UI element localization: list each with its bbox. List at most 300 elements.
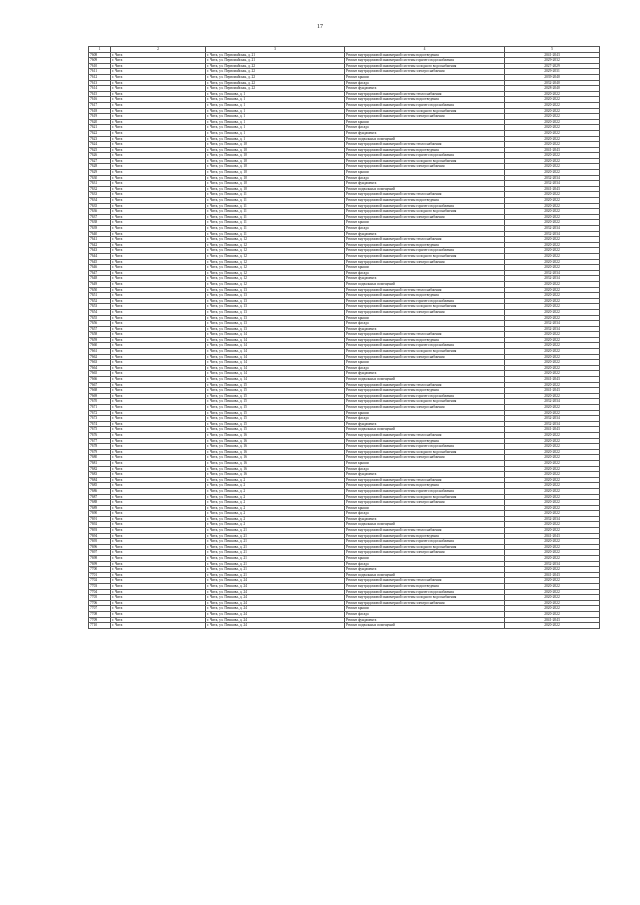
- municipality-cell: г. Чита: [111, 365, 206, 371]
- municipality-cell: г. Чита: [111, 466, 206, 472]
- municipality-cell: г. Чита: [111, 561, 206, 567]
- row-number-cell: 7682: [89, 466, 111, 472]
- municipality-cell: г. Чита: [111, 516, 206, 522]
- row-number-cell: 7672: [89, 410, 111, 416]
- row-number-cell: 7701: [89, 572, 111, 578]
- work-type-cell: Ремонт внутридомовой инженерной системы электроснабжения: [345, 550, 505, 556]
- work-type-cell: Ремонт фундамента: [345, 130, 505, 136]
- period-cell: 2020-2022: [505, 164, 600, 170]
- period-cell: 2029-2031: [505, 69, 600, 75]
- municipality-cell: г. Чита: [111, 511, 206, 517]
- address-cell: г. Чита, ул. Пешкова, д. 12: [206, 248, 345, 254]
- address-cell: г. Чита, ул. Пешкова, д. 2: [206, 522, 345, 528]
- row-number-cell: 7708: [89, 611, 111, 617]
- address-cell: г. Чита, ул. Пешкова, д. 10: [206, 181, 345, 187]
- row-number-cell: 7657: [89, 326, 111, 332]
- municipality-cell: г. Чита: [111, 488, 206, 494]
- address-cell: г. Чита, ул. Пешкова, д. 13: [206, 293, 345, 299]
- work-type-cell: Ремонт внутридомовой инженерной системы горячего водоснабжения: [345, 393, 505, 399]
- address-cell: г. Чита, ул. Пешкова, д. 15: [206, 388, 345, 394]
- work-type-cell: Ремонт крыши: [345, 119, 505, 125]
- municipality-cell: г. Чита: [111, 209, 206, 215]
- municipality-cell: г. Чита: [111, 63, 206, 69]
- municipality-cell: г. Чита: [111, 623, 206, 629]
- municipality-cell: г. Чита: [111, 265, 206, 271]
- work-type-cell: Ремонт внутридомовой инженерной системы холодного водоснабжения: [345, 494, 505, 500]
- period-cell: 2020-2022: [505, 153, 600, 159]
- address-cell: г. Чита, ул. Пешкова, д. 16: [206, 432, 345, 438]
- work-type-cell: Ремонт подвальных помещений: [345, 377, 505, 383]
- work-type-cell: Ремонт внутридомовой инженерной системы горячего водоснабжения: [345, 589, 505, 595]
- work-type-cell: Ремонт фундамента: [345, 181, 505, 187]
- work-type-cell: Ремонт внутридомовой инженерной системы горячего водоснабжения: [345, 58, 505, 64]
- municipality-cell: г. Чита: [111, 114, 206, 120]
- work-type-cell: Ремонт внутридомовой инженерной системы холодного водоснабжения: [345, 253, 505, 259]
- row-number-cell: 7622: [89, 130, 111, 136]
- row-number-cell: 7616: [89, 97, 111, 103]
- work-type-cell: Ремонт внутридомовой инженерной системы водоотведения: [345, 533, 505, 539]
- work-type-cell: Ремонт внутридомовой инженерной системы горячего водоснабжения: [345, 488, 505, 494]
- municipality-cell: г. Чита: [111, 550, 206, 556]
- municipality-cell: г. Чита: [111, 259, 206, 265]
- municipality-cell: г. Чита: [111, 321, 206, 327]
- address-cell: г. Чита, ул. Пешкова, д. 11: [206, 220, 345, 226]
- work-type-cell: Ремонт крыши: [345, 220, 505, 226]
- municipality-cell: г. Чита: [111, 119, 206, 125]
- period-cell: 2020-2022: [505, 209, 600, 215]
- period-cell: 2041-2043: [505, 427, 600, 433]
- work-type-cell: Ремонт крыши: [345, 505, 505, 511]
- municipality-cell: г. Чита: [111, 399, 206, 405]
- period-cell: 2020-2022: [505, 600, 600, 606]
- work-type-cell: Ремонт внутридомовой инженерной системы горячего водоснабжения: [345, 444, 505, 450]
- address-cell: г. Чита, ул. Пешкова, д. 21: [206, 533, 345, 539]
- municipality-cell: г. Чита: [111, 388, 206, 394]
- row-number-cell: 7671: [89, 405, 111, 411]
- address-cell: г. Чита, ул. Пешкова, д. 13: [206, 287, 345, 293]
- address-cell: г. Чита, ул. Пешкова, д. 24: [206, 611, 345, 617]
- municipality-cell: г. Чита: [111, 52, 206, 58]
- work-type-cell: Ремонт фасада: [345, 226, 505, 232]
- address-cell: г. Чита, ул. Пешкова, д. 14: [206, 365, 345, 371]
- row-number-cell: 7631: [89, 181, 111, 187]
- row-number-cell: 7647: [89, 270, 111, 276]
- address-cell: г. Чита, ул. Пешкова, д. 21: [206, 572, 345, 578]
- work-type-cell: Ремонт внутридомовой инженерной системы электроснабжения: [345, 214, 505, 220]
- work-type-cell: Ремонт фасада: [345, 80, 505, 86]
- period-cell: 2041-2043: [505, 186, 600, 192]
- work-type-cell: Ремонт внутридомовой инженерной системы водоотведения: [345, 337, 505, 343]
- work-type-cell: Ремонт внутридомовой инженерной системы водоотведения: [345, 52, 505, 58]
- address-cell: г. Чита, ул. Пешкова, д. 21: [206, 528, 345, 534]
- municipality-cell: г. Чита: [111, 556, 206, 562]
- period-cell: 2020-2022: [505, 455, 600, 461]
- address-cell: г. Чита, ул. Пешкова, д. 24: [206, 595, 345, 601]
- address-cell: г. Чита, ул. Пешкова, д. 14: [206, 337, 345, 343]
- row-number-cell: 7707: [89, 606, 111, 612]
- row-number-cell: 7651: [89, 293, 111, 299]
- municipality-cell: г. Чита: [111, 539, 206, 545]
- address-cell: г. Чита, ул. Первомайская, д. 21: [206, 52, 345, 58]
- work-type-cell: Ремонт внутридомовой инженерной системы водоотведения: [345, 242, 505, 248]
- period-cell: 2020-2022: [505, 365, 600, 371]
- period-cell: 2020-2022: [505, 472, 600, 478]
- work-type-cell: Ремонт фундамента: [345, 516, 505, 522]
- municipality-cell: г. Чита: [111, 226, 206, 232]
- work-type-cell: Ремонт подвальных помещений: [345, 136, 505, 142]
- municipality-cell: г. Чита: [111, 326, 206, 332]
- work-type-cell: Ремонт фасада: [345, 416, 505, 422]
- row-number-cell: 7615: [89, 91, 111, 97]
- municipality-cell: г. Чита: [111, 494, 206, 500]
- row-number-cell: 7644: [89, 253, 111, 259]
- address-cell: г. Чита, ул. Пешкова, д. 11: [206, 203, 345, 209]
- row-number-cell: 7627: [89, 158, 111, 164]
- row-number-cell: 7630: [89, 175, 111, 181]
- period-cell: 2020-2022: [505, 539, 600, 545]
- row-number-cell: 7642: [89, 242, 111, 248]
- period-cell: 2020-2022: [505, 125, 600, 131]
- municipality-cell: г. Чита: [111, 74, 206, 80]
- period-cell: 2020-2022: [505, 309, 600, 315]
- work-type-cell: Ремонт внутридомовой инженерной системы водоотведения: [345, 438, 505, 444]
- address-cell: г. Чита, ул. Пешкова, д. 11: [206, 231, 345, 237]
- address-cell: г. Чита, ул. Пешкова, д. 16: [206, 438, 345, 444]
- period-cell: 2032-2034: [505, 326, 600, 332]
- address-cell: г. Чита, ул. Пешкова, д. 10: [206, 158, 345, 164]
- row-number-cell: 7697: [89, 550, 111, 556]
- municipality-cell: г. Чита: [111, 500, 206, 506]
- row-number-cell: 7636: [89, 209, 111, 215]
- row-number-cell: 7694: [89, 533, 111, 539]
- row-number-cell: 7674: [89, 421, 111, 427]
- work-type-cell: Ремонт внутридомовой инженерной системы теплоснабжения: [345, 142, 505, 148]
- period-cell: 2020-2022: [505, 578, 600, 584]
- work-type-cell: Ремонт внутридомовой инженерной системы горячего водоснабжения: [345, 153, 505, 159]
- work-type-cell: Ремонт внутридомовой инженерной системы электроснабжения: [345, 259, 505, 265]
- work-type-cell: Ремонт внутридомовой инженерной системы электроснабжения: [345, 309, 505, 315]
- period-cell: 2020-2022: [505, 136, 600, 142]
- work-type-cell: Ремонт крыши: [345, 265, 505, 271]
- municipality-cell: г. Чита: [111, 276, 206, 282]
- row-number-cell: 7654: [89, 309, 111, 315]
- work-type-cell: Ремонт подвальных помещений: [345, 427, 505, 433]
- row-number-cell: 7687: [89, 494, 111, 500]
- work-type-cell: Ремонт внутридомовой инженерной системы холодного водоснабжения: [345, 63, 505, 69]
- address-cell: г. Чита, ул. Пешкова, д. 14: [206, 343, 345, 349]
- period-cell: 2020-2022: [505, 432, 600, 438]
- municipality-cell: г. Чита: [111, 377, 206, 383]
- work-type-cell: Ремонт внутридомовой инженерной системы электроснабжения: [345, 164, 505, 170]
- municipality-cell: г. Чита: [111, 287, 206, 293]
- work-type-cell: Ремонт внутридомовой инженерной системы холодного водоснабжения: [345, 304, 505, 310]
- address-cell: г. Чита, ул. Пешкова, д. 13: [206, 315, 345, 321]
- column-header: 5: [505, 47, 600, 53]
- row-number-cell: 7613: [89, 80, 111, 86]
- municipality-cell: г. Чита: [111, 572, 206, 578]
- municipality-cell: г. Чита: [111, 153, 206, 159]
- row-number-cell: 7679: [89, 449, 111, 455]
- period-cell: 2020-2022: [505, 198, 600, 204]
- row-number-cell: 7688: [89, 500, 111, 506]
- address-cell: г. Чита, ул. Пешкова, д. 16: [206, 444, 345, 450]
- address-cell: г. Чита, ул. Пешкова, д. 13: [206, 304, 345, 310]
- period-cell: 2020-2022: [505, 382, 600, 388]
- municipality-cell: г. Чита: [111, 617, 206, 623]
- period-cell: 2041-2043: [505, 52, 600, 58]
- municipality-cell: г. Чита: [111, 192, 206, 198]
- work-type-cell: Ремонт подвальных помещений: [345, 522, 505, 528]
- work-type-cell: Ремонт крыши: [345, 315, 505, 321]
- row-number-cell: 7623: [89, 136, 111, 142]
- work-type-cell: Ремонт внутридомовой инженерной системы горячего водоснабжения: [345, 343, 505, 349]
- period-cell: 2020-2022: [505, 556, 600, 562]
- municipality-cell: г. Чита: [111, 175, 206, 181]
- work-type-cell: Ремонт внутридомовой инженерной системы холодного водоснабжения: [345, 349, 505, 355]
- row-number-cell: 7675: [89, 427, 111, 433]
- row-number-cell: 7677: [89, 438, 111, 444]
- period-cell: 2020-2022: [505, 304, 600, 310]
- address-cell: г. Чита, ул. Пешкова, д. 1: [206, 108, 345, 114]
- period-cell: 2039-2040: [505, 74, 600, 80]
- column-header: 1: [89, 47, 111, 53]
- row-number-cell: 7665: [89, 371, 111, 377]
- address-cell: г. Чита, ул. Пешкова, д. 10: [206, 186, 345, 192]
- address-cell: г. Чита, ул. Пешкова, д. 21: [206, 556, 345, 562]
- address-cell: г. Чита, ул. Пешкова, д. 14: [206, 332, 345, 338]
- municipality-cell: г. Чита: [111, 293, 206, 299]
- period-cell: 2020-2022: [505, 606, 600, 612]
- work-type-cell: Ремонт фундамента: [345, 231, 505, 237]
- address-cell: г. Чита, ул. Пешкова, д. 15: [206, 427, 345, 433]
- period-cell: 2020-2022: [505, 505, 600, 511]
- municipality-cell: г. Чита: [111, 354, 206, 360]
- row-number-cell: 7670: [89, 399, 111, 405]
- address-cell: г. Чита, ул. Пешкова, д. 13: [206, 321, 345, 327]
- address-cell: г. Чита, ул. Пешкова, д. 12: [206, 237, 345, 243]
- work-type-cell: Ремонт фундамента: [345, 421, 505, 427]
- municipality-cell: г. Чита: [111, 304, 206, 310]
- address-cell: г. Чита, ул. Пешкова, д. 1: [206, 91, 345, 97]
- work-type-cell: Ремонт фундамента: [345, 326, 505, 332]
- address-cell: г. Чита, ул. Пешкова, д. 2: [206, 494, 345, 500]
- address-cell: г. Чита, ул. Пешкова, д. 15: [206, 421, 345, 427]
- address-cell: г. Чита, ул. Пешкова, д. 1: [206, 97, 345, 103]
- address-cell: г. Чита, ул. Пешкова, д. 2: [206, 511, 345, 517]
- work-type-cell: Ремонт внутридомовой инженерной системы горячего водоснабжения: [345, 248, 505, 254]
- municipality-cell: г. Чита: [111, 214, 206, 220]
- period-cell: 2032-2034: [505, 561, 600, 567]
- address-cell: г. Чита, ул. Пешкова, д. 13: [206, 298, 345, 304]
- address-cell: г. Чита, ул. Пешкова, д. 24: [206, 600, 345, 606]
- work-type-cell: Ремонт фасада: [345, 365, 505, 371]
- municipality-cell: г. Чита: [111, 410, 206, 416]
- municipality-cell: г. Чита: [111, 281, 206, 287]
- period-cell: 2020-2022: [505, 91, 600, 97]
- period-cell: 2020-2022: [505, 584, 600, 590]
- row-number-cell: 7650: [89, 287, 111, 293]
- municipality-cell: г. Чита: [111, 567, 206, 573]
- work-type-cell: Ремонт фундамента: [345, 617, 505, 623]
- municipality-cell: г. Чита: [111, 164, 206, 170]
- row-number-cell: 7619: [89, 114, 111, 120]
- address-cell: г. Чита, ул. Пешкова, д. 24: [206, 617, 345, 623]
- municipality-cell: г. Чита: [111, 449, 206, 455]
- row-number-cell: 7618: [89, 108, 111, 114]
- municipality-cell: г. Чита: [111, 102, 206, 108]
- row-number-cell: 7628: [89, 164, 111, 170]
- work-type-cell: Ремонт внутридомовой инженерной системы горячего водоснабжения: [345, 539, 505, 545]
- work-type-cell: Ремонт фасада: [345, 270, 505, 276]
- period-cell: 2020-2022: [505, 522, 600, 528]
- period-cell: 2020-2022: [505, 293, 600, 299]
- municipality-cell: г. Чита: [111, 600, 206, 606]
- row-number-cell: 7663: [89, 360, 111, 366]
- work-type-cell: Ремонт крыши: [345, 556, 505, 562]
- work-type-cell: Ремонт крыши: [345, 460, 505, 466]
- page-number: 17: [317, 24, 323, 30]
- work-type-cell: Ремонт внутридомовой инженерной системы водоотведения: [345, 198, 505, 204]
- municipality-cell: г. Чита: [111, 158, 206, 164]
- address-cell: г. Чита, ул. Пешкова, д. 16: [206, 455, 345, 461]
- address-cell: г. Чита, ул. Пешкова, д. 11: [206, 214, 345, 220]
- row-number-cell: 7691: [89, 516, 111, 522]
- work-type-cell: Ремонт внутридомовой инженерной системы теплоснабжения: [345, 91, 505, 97]
- period-cell: 2032-2034: [505, 516, 600, 522]
- work-type-cell: Ремонт внутридомовой инженерной системы холодного водоснабжения: [345, 544, 505, 550]
- period-cell: 2020-2022: [505, 488, 600, 494]
- municipality-cell: г. Чита: [111, 242, 206, 248]
- row-number-cell: 7659: [89, 337, 111, 343]
- municipality-cell: г. Чита: [111, 315, 206, 321]
- address-cell: г. Чита, ул. Пешкова, д. 15: [206, 405, 345, 411]
- work-type-cell: Ремонт внутридомовой инженерной системы теплоснабжения: [345, 332, 505, 338]
- address-cell: г. Чита, ул. Пешкова, д. 10: [206, 175, 345, 181]
- period-cell: 2020-2022: [505, 265, 600, 271]
- row-number-cell: 7696: [89, 544, 111, 550]
- row-number-cell: 7673: [89, 416, 111, 422]
- work-type-cell: Ремонт подвальных помещений: [345, 623, 505, 629]
- period-cell: 2020-2022: [505, 97, 600, 103]
- work-type-cell: Ремонт внутридомовой инженерной системы водоотведения: [345, 147, 505, 153]
- municipality-cell: г. Чита: [111, 343, 206, 349]
- address-cell: г. Чита, ул. Пешкова, д. 10: [206, 142, 345, 148]
- municipality-cell: г. Чита: [111, 349, 206, 355]
- row-number-cell: 7669: [89, 393, 111, 399]
- municipality-cell: г. Чита: [111, 522, 206, 528]
- period-cell: 2020-2022: [505, 438, 600, 444]
- row-number-cell: 7626: [89, 153, 111, 159]
- work-type-cell: Ремонт внутридомовой инженерной системы холодного водоснабжения: [345, 209, 505, 215]
- address-cell: г. Чита, ул. Пешкова, д. 16: [206, 449, 345, 455]
- address-cell: г. Чита, ул. Пешкова, д. 1: [206, 102, 345, 108]
- row-number-cell: 7660: [89, 343, 111, 349]
- address-cell: г. Чита, ул. Пешкова, д. 11: [206, 192, 345, 198]
- period-cell: 2041-2043: [505, 533, 600, 539]
- period-cell: 2029-2032: [505, 58, 600, 64]
- work-type-cell: Ремонт фундамента: [345, 276, 505, 282]
- work-type-cell: Ремонт внутридомовой инженерной системы холодного водоснабжения: [345, 158, 505, 164]
- municipality-cell: г. Чита: [111, 455, 206, 461]
- row-number-cell: 7668: [89, 388, 111, 394]
- work-type-cell: Ремонт внутридомовой инженерной системы электроснабжения: [345, 500, 505, 506]
- address-cell: г. Чита, ул. Пешкова, д. 10: [206, 153, 345, 159]
- period-cell: 2020-2022: [505, 595, 600, 601]
- row-number-cell: 7609: [89, 58, 111, 64]
- period-cell: 2020-2022: [505, 343, 600, 349]
- period-cell: 2020-2022: [505, 405, 600, 411]
- address-cell: г. Чита, ул. Пешкова, д. 2: [206, 500, 345, 506]
- row-number-cell: 7634: [89, 198, 111, 204]
- address-cell: г. Чита, ул. Пешкова, д. 24: [206, 578, 345, 584]
- work-type-cell: Ремонт внутридомовой инженерной системы электроснабжения: [345, 600, 505, 606]
- period-cell: 2032-2034: [505, 226, 600, 232]
- row-number-cell: 7693: [89, 528, 111, 534]
- row-number-cell: 7705: [89, 595, 111, 601]
- address-cell: г. Чита, ул. Пешкова, д. 21: [206, 550, 345, 556]
- period-cell: 2020-2022: [505, 354, 600, 360]
- work-type-cell: Ремонт внутридомовой инженерной системы теплоснабжения: [345, 477, 505, 483]
- period-cell: 2041-2043: [505, 147, 600, 153]
- row-number-cell: 7621: [89, 125, 111, 131]
- period-cell: 2027-2029: [505, 63, 600, 69]
- address-cell: г. Чита, ул. Первомайская, д. 22: [206, 80, 345, 86]
- address-cell: г. Чита, ул. Пешкова, д. 14: [206, 354, 345, 360]
- row-number-cell: 7639: [89, 226, 111, 232]
- address-cell: г. Чита, ул. Пешкова, д. 24: [206, 584, 345, 590]
- work-type-cell: Ремонт внутридомовой инженерной системы теплоснабжения: [345, 432, 505, 438]
- work-type-cell: Ремонт внутридомовой инженерной системы теплоснабжения: [345, 287, 505, 293]
- period-cell: 2020-2022: [505, 114, 600, 120]
- period-cell: 2020-2022: [505, 371, 600, 377]
- work-type-cell: Ремонт фундамента: [345, 472, 505, 478]
- row-number-cell: 7666: [89, 377, 111, 383]
- period-cell: 2032-2034: [505, 270, 600, 276]
- address-cell: г. Чита, ул. Пешкова, д. 15: [206, 399, 345, 405]
- row-number-cell: 7664: [89, 365, 111, 371]
- period-cell: 2020-2022: [505, 349, 600, 355]
- work-type-cell: Ремонт фундамента: [345, 371, 505, 377]
- address-cell: г. Чита, ул. Пешкова, д. 11: [206, 198, 345, 204]
- period-cell: 2020-2022: [505, 444, 600, 450]
- period-cell: 2020-2022: [505, 611, 600, 617]
- period-cell: 2041-2043: [505, 388, 600, 394]
- municipality-cell: г. Чита: [111, 91, 206, 97]
- address-cell: г. Чита, ул. Пешкова, д. 1: [206, 125, 345, 131]
- municipality-cell: г. Чита: [111, 231, 206, 237]
- period-cell: 2020-2022: [505, 108, 600, 114]
- municipality-cell: г. Чита: [111, 253, 206, 259]
- period-cell: 2020-2022: [505, 253, 600, 259]
- period-cell: 2020-2022: [505, 142, 600, 148]
- work-type-cell: Ремонт внутридомовой инженерной системы холодного водоснабжения: [345, 595, 505, 601]
- address-cell: г. Чита, ул. Пешкова, д. 14: [206, 360, 345, 366]
- work-type-cell: Ремонт внутридомовой инженерной системы водоотведения: [345, 97, 505, 103]
- period-cell: 2041-2043: [505, 377, 600, 383]
- row-number-cell: 7662: [89, 354, 111, 360]
- address-cell: г. Чита, ул. Пешкова, д. 15: [206, 416, 345, 422]
- municipality-cell: г. Чита: [111, 58, 206, 64]
- row-number-cell: 7640: [89, 231, 111, 237]
- municipality-cell: г. Чита: [111, 421, 206, 427]
- row-number-cell: 7678: [89, 444, 111, 450]
- address-cell: г. Чита, ул. Пешкова, д. 24: [206, 589, 345, 595]
- period-cell: 2020-2022: [505, 237, 600, 243]
- municipality-cell: г. Чита: [111, 136, 206, 142]
- period-cell: 2020-2022: [505, 623, 600, 629]
- period-cell: 2032-2034: [505, 416, 600, 422]
- period-cell: 2020-2022: [505, 567, 600, 573]
